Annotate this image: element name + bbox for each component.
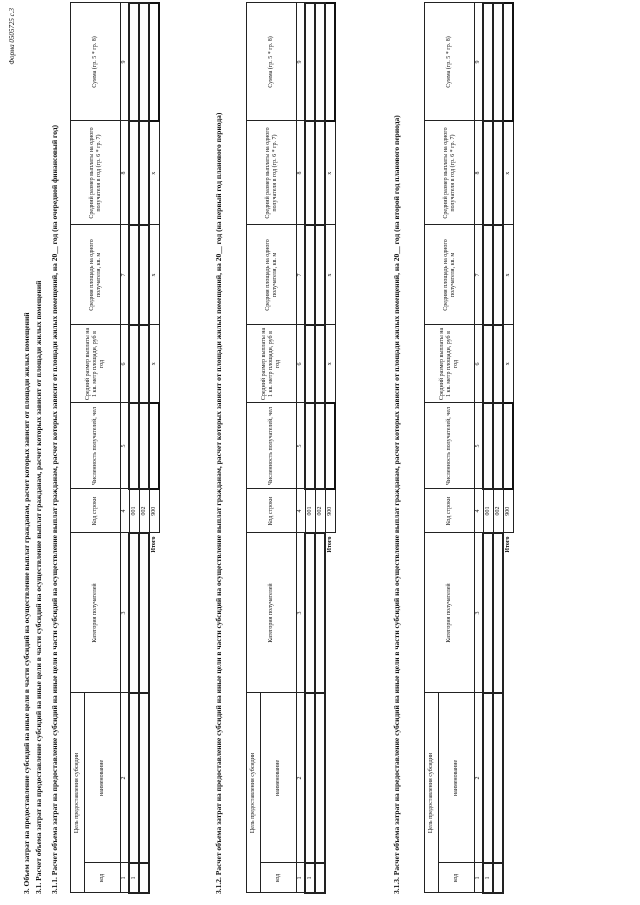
avg-payment-sqm-cell[interactable] bbox=[129, 325, 139, 403]
column-number: 7 bbox=[121, 225, 130, 325]
total-x-cell: x bbox=[149, 325, 159, 403]
avg-payment-recipient-header: Средний размер выплаты на одного получателя в год (гр. 6 * гр. 7) bbox=[247, 121, 297, 225]
column-number: 7 bbox=[475, 225, 484, 325]
avg-payment-sqm-header: Средний размер выплаты на 1 кв. метр площади, руб в год bbox=[71, 325, 121, 403]
sum-cell[interactable] bbox=[305, 3, 315, 121]
calc-table bbox=[424, 2, 514, 894]
name-cell[interactable] bbox=[139, 693, 149, 863]
name-cell[interactable] bbox=[315, 693, 325, 863]
category-cell[interactable] bbox=[129, 533, 139, 693]
avg-payment-recipient-cell[interactable] bbox=[139, 121, 149, 225]
name-cell[interactable] bbox=[493, 693, 503, 863]
total-line-code: 900 bbox=[149, 489, 159, 533]
column-number: 7 bbox=[297, 225, 306, 325]
avg-payment-sqm-header: Средний размер выплаты на 1 кв. метр площади, руб в год bbox=[247, 325, 297, 403]
sum-cell[interactable] bbox=[315, 3, 325, 121]
section-title: 3.1.3. Расчет объема затрат на предоставление субсидий на иные цели в части субсидий на осуществление выплат гражданам, расчет которых зависит от площади жилых помещений, на 20__ год (на второй год планового периода) bbox=[392, 115, 401, 894]
avg-payment-recipient-cell[interactable] bbox=[129, 121, 139, 225]
avg-payment-recipient-cell[interactable] bbox=[483, 121, 493, 225]
purpose-header: Цель предоставления субсидии bbox=[247, 693, 261, 893]
category-cell[interactable] bbox=[493, 533, 503, 693]
sum-cell[interactable] bbox=[493, 3, 503, 121]
column-number: 9 bbox=[121, 3, 130, 121]
avg-payment-sqm-cell[interactable] bbox=[139, 325, 149, 403]
column-number: 8 bbox=[297, 121, 306, 225]
line-code-cell: 001 bbox=[483, 489, 493, 533]
total-label: Итого bbox=[325, 533, 335, 693]
name-header: наименование bbox=[261, 693, 297, 863]
avg-payment-recipient-cell[interactable] bbox=[305, 121, 315, 225]
code-cell[interactable]: 1 bbox=[305, 863, 315, 893]
calc-table bbox=[246, 2, 336, 894]
avg-area-cell[interactable] bbox=[483, 225, 493, 325]
section-title: 3.1.2. Расчет объема затрат на предоставление субсидий на иные цели в части субсидий на осуществление выплат гражданам, расчет которых зависит от площади жилых помещений, на 20__ год (на первый год планового периода) bbox=[214, 112, 223, 894]
avg-area-cell[interactable] bbox=[305, 225, 315, 325]
code-header: код bbox=[439, 863, 475, 893]
total-x-cell: x bbox=[503, 325, 513, 403]
column-number: 3 bbox=[121, 533, 130, 693]
column-number: 1 bbox=[121, 863, 130, 893]
sum-cell[interactable] bbox=[483, 3, 493, 121]
recipients-cell[interactable] bbox=[483, 403, 493, 489]
line-code-header: Код строки bbox=[425, 489, 475, 533]
category-cell[interactable] bbox=[315, 533, 325, 693]
total-line-code: 900 bbox=[503, 489, 513, 533]
column-number-row bbox=[475, 3, 484, 893]
total-recipients-cell[interactable] bbox=[503, 403, 513, 489]
line-code-cell: 001 bbox=[129, 489, 139, 533]
purpose-header: Цель предоставления субсидии bbox=[425, 693, 439, 893]
total-x-cell: x bbox=[325, 121, 335, 225]
column-number: 2 bbox=[297, 693, 306, 863]
section-3-1-heading: 3.1. Расчет объема затрат на предоставление субсидий на иные цели в части субсидий на осуществление выплат гражданам, расчет которых зависит от площади жилых помещений bbox=[34, 280, 43, 894]
avg-payment-sqm-cell[interactable] bbox=[493, 325, 503, 403]
code-cell[interactable] bbox=[139, 863, 149, 893]
column-number: 5 bbox=[475, 403, 484, 489]
column-number: 5 bbox=[121, 403, 130, 489]
recipients-cell[interactable] bbox=[129, 403, 139, 489]
recipients-header: Численность получателей, чел bbox=[71, 403, 121, 489]
avg-payment-recipient-header: Средний размер выплаты на одного получателя в год (гр. 6 * гр. 7) bbox=[71, 121, 121, 225]
column-number: 4 bbox=[475, 489, 484, 533]
total-x-cell: x bbox=[149, 225, 159, 325]
total-sum-cell[interactable] bbox=[503, 3, 513, 121]
category-cell[interactable] bbox=[483, 533, 493, 693]
recipients-cell[interactable] bbox=[305, 403, 315, 489]
purpose-header: Цель предоставления субсидии bbox=[71, 693, 85, 893]
table-row bbox=[305, 3, 315, 893]
recipients-cell[interactable] bbox=[493, 403, 503, 489]
avg-area-header: Средняя площадь на одного получателя, кв. м bbox=[247, 225, 297, 325]
total-line-code: 900 bbox=[325, 489, 335, 533]
avg-payment-sqm-cell[interactable] bbox=[483, 325, 493, 403]
avg-payment-recipient-header: Средний размер выплаты на одного получателя в год (гр. 6 * гр. 7) bbox=[425, 121, 475, 225]
recipients-cell[interactable] bbox=[139, 403, 149, 489]
avg-area-cell[interactable] bbox=[139, 225, 149, 325]
total-x-cell: x bbox=[149, 121, 159, 225]
total-recipients-cell[interactable] bbox=[149, 403, 159, 489]
code-cell[interactable]: 1 bbox=[483, 863, 493, 893]
category-header: Категория получателей bbox=[425, 533, 475, 693]
name-cell[interactable] bbox=[129, 693, 139, 863]
line-code-cell: 002 bbox=[315, 489, 325, 533]
column-number-row bbox=[297, 3, 306, 893]
code-cell[interactable]: 1 bbox=[129, 863, 139, 893]
line-code-cell: 002 bbox=[493, 489, 503, 533]
sum-header: Сумма (гр. 5 * гр. 8) bbox=[425, 3, 475, 121]
category-cell[interactable] bbox=[305, 533, 315, 693]
column-number: 6 bbox=[121, 325, 130, 403]
sum-cell[interactable] bbox=[139, 3, 149, 121]
total-row bbox=[149, 3, 159, 893]
total-x-cell: x bbox=[503, 121, 513, 225]
total-row bbox=[325, 3, 335, 893]
name-cell[interactable] bbox=[305, 693, 315, 863]
name-cell[interactable] bbox=[483, 693, 493, 863]
line-code-cell: 002 bbox=[139, 489, 149, 533]
table-row bbox=[139, 3, 149, 893]
total-label: Итого bbox=[503, 533, 513, 693]
sum-cell[interactable] bbox=[129, 3, 139, 121]
category-header: Категория получателей bbox=[247, 533, 297, 693]
rotated-form-page bbox=[0, 2, 640, 902]
column-number: 9 bbox=[297, 3, 306, 121]
column-number: 2 bbox=[121, 693, 130, 863]
column-number: 6 bbox=[297, 325, 306, 403]
sum-header: Сумма (гр. 5 * гр. 8) bbox=[71, 3, 121, 121]
total-x-cell: x bbox=[325, 225, 335, 325]
total-row bbox=[503, 3, 513, 893]
avg-area-cell[interactable] bbox=[493, 225, 503, 325]
total-x-cell: x bbox=[325, 325, 335, 403]
table-row bbox=[129, 3, 139, 893]
recipients-header: Численность получателей, чел bbox=[425, 403, 475, 489]
recipients-header: Численность получателей, чел bbox=[247, 403, 297, 489]
avg-area-cell[interactable] bbox=[315, 225, 325, 325]
code-cell[interactable] bbox=[315, 863, 325, 893]
column-number: 8 bbox=[475, 121, 484, 225]
column-number: 3 bbox=[475, 533, 484, 693]
total-label: Итого bbox=[149, 533, 159, 693]
line-code-header: Код строки bbox=[71, 489, 121, 533]
column-number-row bbox=[121, 3, 130, 893]
sum-header: Сумма (гр. 5 * гр. 8) bbox=[247, 3, 297, 121]
table-row bbox=[315, 3, 325, 893]
form-code: Форма 0505725 с.3 bbox=[8, 8, 16, 65]
column-number: 1 bbox=[297, 863, 306, 893]
category-cell[interactable] bbox=[139, 533, 149, 693]
category-header: Категория получателей bbox=[71, 533, 121, 693]
avg-payment-recipient-cell[interactable] bbox=[493, 121, 503, 225]
avg-area-header: Средняя площадь на одного получателя, кв. м bbox=[425, 225, 475, 325]
avg-payment-sqm-cell[interactable] bbox=[305, 325, 315, 403]
name-header: наименование bbox=[439, 693, 475, 863]
calc-table bbox=[70, 2, 160, 894]
code-cell[interactable] bbox=[493, 863, 503, 893]
line-code-cell: 001 bbox=[305, 489, 315, 533]
avg-payment-recipient-cell[interactable] bbox=[315, 121, 325, 225]
avg-payment-sqm-cell[interactable] bbox=[315, 325, 325, 403]
column-number: 4 bbox=[121, 489, 130, 533]
total-x-cell: x bbox=[503, 225, 513, 325]
code-header: код bbox=[85, 863, 121, 893]
column-number: 3 bbox=[297, 533, 306, 693]
section-title: 3.1.1. Расчет объема затрат на предоставление субсидий на иные цели в части субсидий на осуществление выплат гражданам, расчет которых зависит от площади жилых помещений, на 20__ год (на очередной финансовый год) bbox=[50, 124, 59, 894]
name-header: наименование bbox=[85, 693, 121, 863]
table-row bbox=[493, 3, 503, 893]
column-number: 8 bbox=[121, 121, 130, 225]
total-sum-cell[interactable] bbox=[149, 3, 159, 121]
column-number: 4 bbox=[297, 489, 306, 533]
code-header: код bbox=[261, 863, 297, 893]
line-code-header: Код строки bbox=[247, 489, 297, 533]
avg-payment-sqm-header: Средний размер выплаты на 1 кв. метр площади, руб в год bbox=[425, 325, 475, 403]
column-number: 6 bbox=[475, 325, 484, 403]
total-recipients-cell[interactable] bbox=[325, 403, 335, 489]
section-3-heading: 3. Объем затрат на предоставление субсидий на иные цели в части субсидий на осуществление выплат гражданам, расчет которых зависит от площади жилых помещений bbox=[22, 312, 31, 894]
table-row bbox=[483, 3, 493, 893]
avg-area-header: Средняя площадь на одного получателя, кв. м bbox=[71, 225, 121, 325]
total-sum-cell[interactable] bbox=[325, 3, 335, 121]
column-number: 9 bbox=[475, 3, 484, 121]
column-number: 5 bbox=[297, 403, 306, 489]
avg-area-cell[interactable] bbox=[129, 225, 139, 325]
column-number: 1 bbox=[475, 863, 484, 893]
recipients-cell[interactable] bbox=[315, 403, 325, 489]
column-number: 2 bbox=[475, 693, 484, 863]
